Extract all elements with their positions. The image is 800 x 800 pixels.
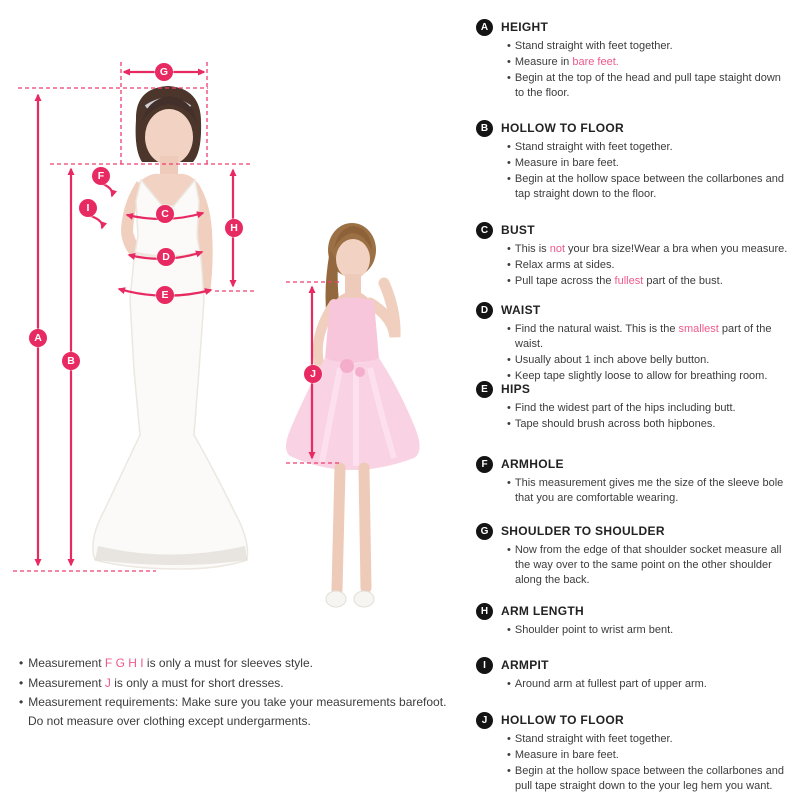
- letter-badge-icon: E: [476, 381, 493, 398]
- section-height: [476, 19, 793, 102]
- letter-badge-icon: B: [476, 120, 493, 137]
- instruction-line: • Measure in bare feet.: [507, 749, 619, 761]
- section-title: HOLLOW TO FLOOR: [501, 713, 624, 727]
- instruction-line: • This measurement gives me the size of the sleeve bole that you are comfortable wearing.: [507, 477, 784, 504]
- letter-badge-icon: G: [476, 523, 493, 540]
- section-hollow-to-floor: [476, 120, 793, 203]
- measure-point-badge-g: G: [155, 63, 173, 81]
- instruction-line: • Stand straight with feet together.: [507, 40, 673, 52]
- section-shoulder-to-shoulder: [476, 523, 793, 589]
- measure-point-badge-c: C: [156, 205, 174, 223]
- instructions-column: [476, 0, 792, 800]
- letter-badge-icon: D: [476, 302, 493, 319]
- footnote-line: • Measurement J is only a must for short dresses.: [19, 675, 284, 690]
- section-waist: [476, 302, 793, 385]
- section-title: WAIST: [501, 303, 541, 317]
- arrow-armpit-i: [91, 216, 102, 228]
- diagram-canvas: [0, 0, 470, 660]
- section-armhole: [476, 456, 793, 507]
- measure-point-badge-j: J: [304, 365, 322, 383]
- section-arm-length: [476, 603, 793, 639]
- instruction-line: • Around arm at fullest part of upper arm.: [507, 678, 707, 690]
- section-title: BUST: [501, 223, 535, 237]
- measure-point-badge-a: A: [29, 329, 47, 347]
- arrow-armhole-f: [103, 184, 112, 196]
- measure-point-badge-d: D: [157, 248, 175, 266]
- instruction-line: • Begin at the top of the head and pull tape staight down to the floor.: [507, 72, 781, 99]
- section-title: HEIGHT: [501, 20, 549, 34]
- measure-point-badge-f: F: [92, 167, 110, 185]
- section-title: SHOULDER TO SHOULDER: [501, 524, 665, 538]
- instruction-line: • Measure in bare feet.: [507, 56, 619, 68]
- footnote-line: • Measurement requirements: Make sure you take your measurements barefoot. Do not measure over clothing except undergarments.: [19, 695, 447, 728]
- instruction-line: • Relax arms at sides.: [507, 259, 615, 271]
- letter-badge-icon: A: [476, 19, 493, 36]
- dress-flower-icon: [340, 359, 354, 373]
- section-armpit: [476, 657, 793, 693]
- letter-badge-icon: J: [476, 712, 493, 729]
- short-dress-model-illustration: [286, 223, 420, 607]
- letter-badge-icon: F: [476, 456, 493, 473]
- section-title: ARMPIT: [501, 658, 549, 672]
- instruction-line: • Begin at the hollow space between the collarbones and pull tape straight down to the your leg hem you want.: [507, 765, 784, 792]
- section-title: HIPS: [501, 382, 531, 396]
- footnote-line: • Measurement F G H I is only a must for sleeves style.: [19, 656, 313, 670]
- instruction-line: • Now from the edge of that shoulder socket measure all the way over to the same point on the other shoulder along the back.: [507, 544, 782, 586]
- section-title: ARMHOLE: [501, 457, 564, 471]
- instruction-line: • Find the widest part of the hips including butt.: [507, 402, 736, 414]
- instruction-line: • This is not your bra size!Wear a bra when you measure.: [507, 243, 788, 255]
- measure-point-badge-i: I: [79, 199, 97, 217]
- instruction-line: • Begin at the hollow space between the collarbones and tap straight down to the floor.: [507, 173, 784, 200]
- footnotes: [13, 654, 465, 731]
- instruction-line: • Stand straight with feet together.: [507, 141, 673, 153]
- measure-point-badge-e: E: [156, 286, 174, 304]
- measure-point-badge-h: H: [225, 219, 243, 237]
- instruction-line: • Shoulder point to wrist arm bent.: [507, 624, 674, 636]
- section-hollow-to-floor-short: [476, 712, 793, 795]
- letter-badge-icon: H: [476, 603, 493, 620]
- instruction-line: • Measure in bare feet.: [507, 157, 619, 169]
- instruction-line: • Tape should brush across both hipbones.: [507, 418, 716, 430]
- instruction-line: • Pull tape across the fullest part of the bust.: [507, 275, 723, 287]
- instruction-line: • Usually about 1 inch above belly button.: [507, 354, 710, 366]
- letter-badge-icon: C: [476, 222, 493, 239]
- instruction-line: • Keep tape slightly loose to allow for breathing room.: [507, 370, 768, 382]
- measurement-diagram: [0, 0, 470, 660]
- instruction-line: • Stand straight with feet together.: [507, 733, 673, 745]
- letter-badge-icon: I: [476, 657, 493, 674]
- section-bust: [476, 222, 793, 290]
- section-title: ARM LENGTH: [501, 604, 584, 618]
- measure-point-badge-b: B: [62, 352, 80, 370]
- section-title: HOLLOW TO FLOOR: [501, 121, 624, 135]
- instruction-line: • Find the natural waist. This is the smallest part of the waist.: [507, 323, 772, 350]
- bride-model-illustration: [93, 86, 248, 569]
- section-hips: [476, 381, 793, 433]
